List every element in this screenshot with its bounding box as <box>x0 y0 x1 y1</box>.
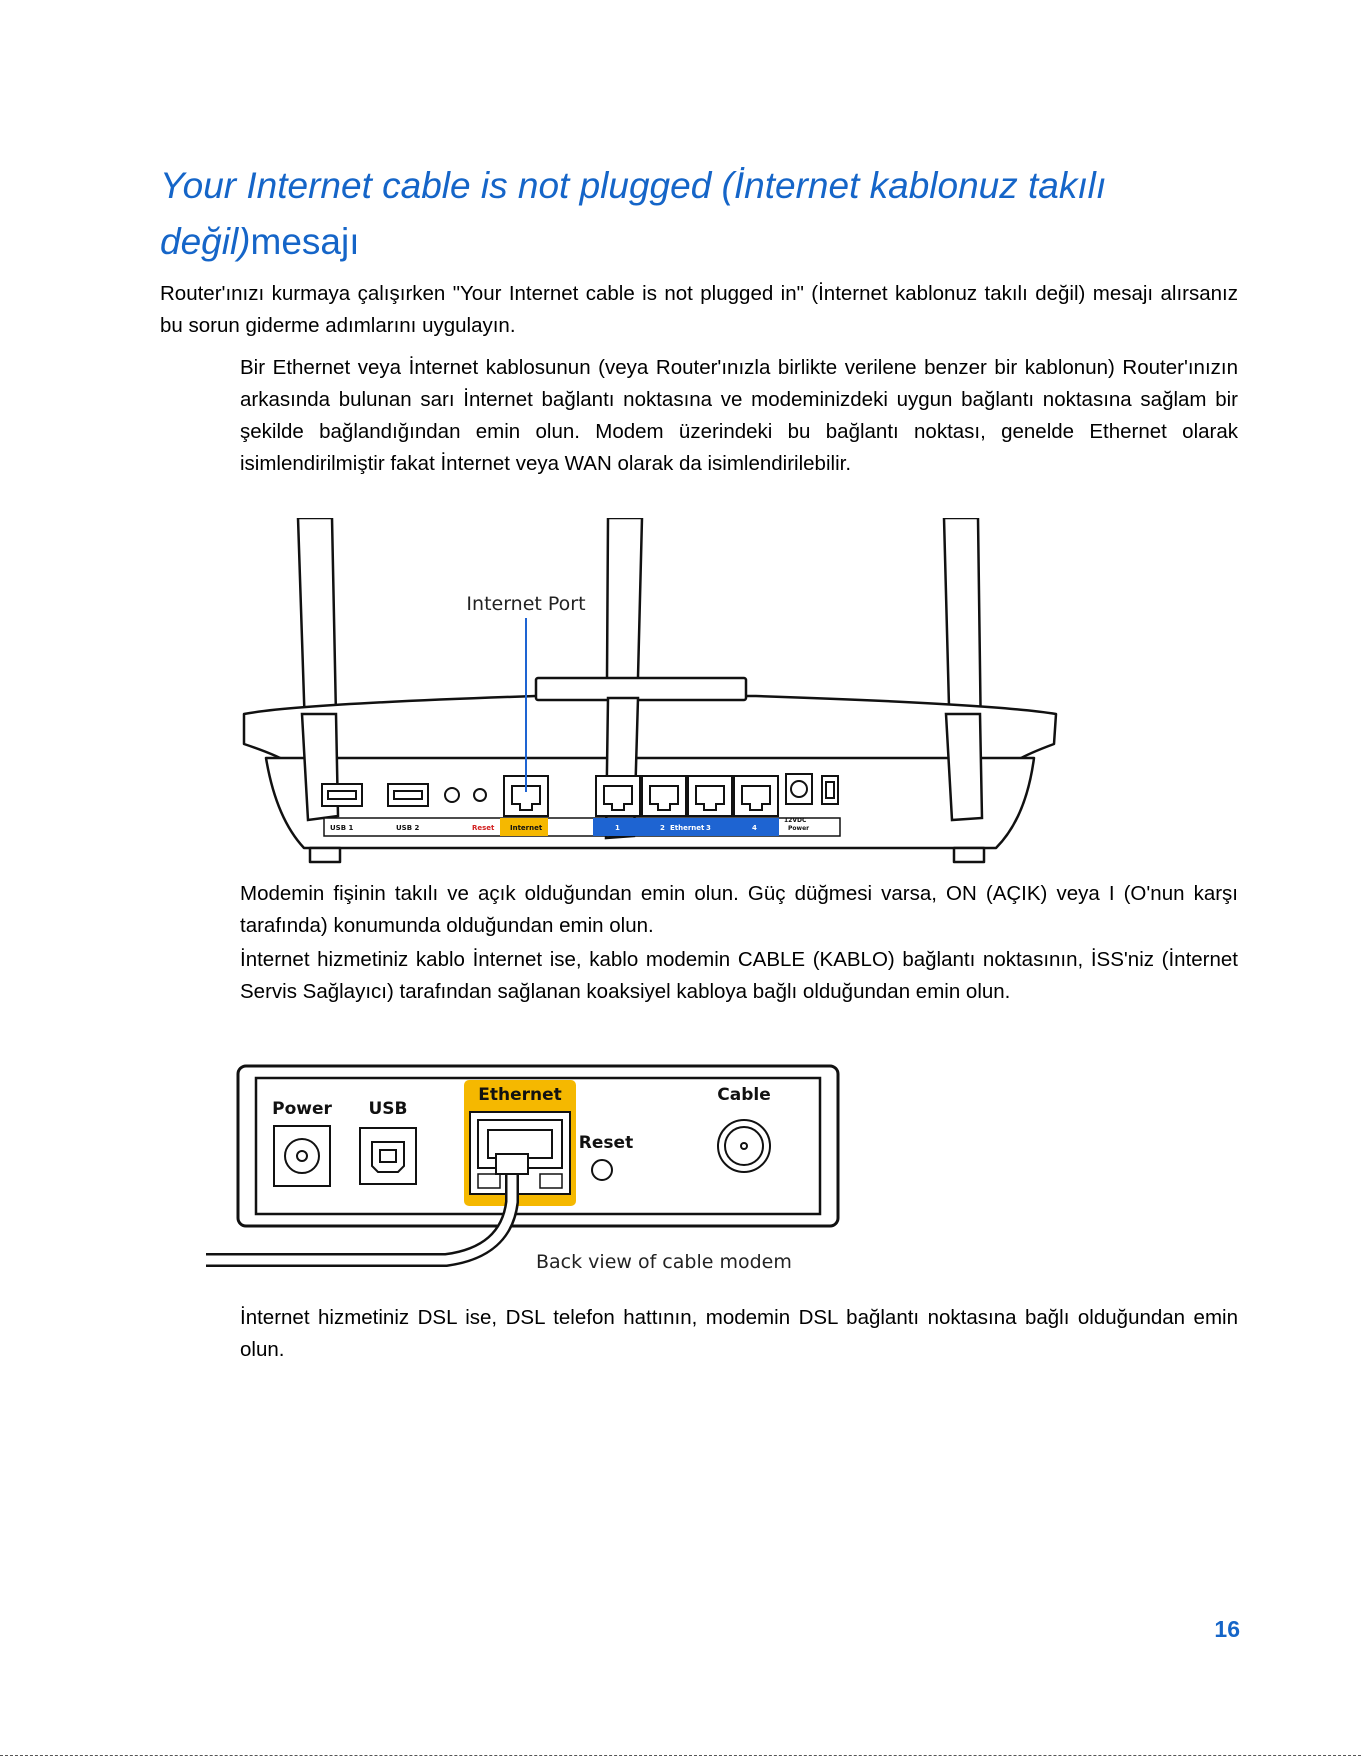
page-number: 16 <box>1214 1616 1240 1642</box>
page-bottom-rule <box>0 1755 1361 1756</box>
label-internet: Internet <box>510 824 543 832</box>
wps-button <box>445 788 459 802</box>
label-power-top: 12VDC <box>784 817 807 824</box>
label-eth2: 2 <box>660 824 665 832</box>
ethernet-ports <box>596 776 778 816</box>
label-reset: Reset <box>472 824 495 832</box>
modem-label-ethernet: Ethernet <box>478 1085 562 1105</box>
label-power-bottom: Power <box>788 825 810 832</box>
modem-reset-button <box>592 1160 612 1180</box>
modem-label-power: Power <box>272 1099 332 1119</box>
heading-italic: Your Internet cable is not plugged (İnternet kablonuz takılı değil) <box>160 165 1107 262</box>
step-check-cable-internet: İnternet hizmetiniz kablo İnternet ise, kablo modemin CABLE (KABLO) bağlantı noktasının, İSS'niz (İnternet Servis Sağlayıcı) tarafından sağlanan koaksiyel kabloya bağlı olduğundan emin olun. <box>240 948 1238 1003</box>
modem-back-illustration <box>206 1056 846 1286</box>
label-eth3: 3 <box>706 824 711 832</box>
label-usb2: USB 2 <box>396 824 420 832</box>
label-eth1: 1 <box>615 824 620 832</box>
label-eth4: 4 <box>752 824 757 832</box>
page-heading <box>160 158 1220 270</box>
step-check-cable: Bir Ethernet veya İnternet kablosunun (veya Router'ınızla birlikte verilene benzer bir kablonun) Router'ınızın arkasında bulunan sarı İnternet bağlantı noktasına ve modeminizdeki uygun bağlantı noktasına sağlam bir şekilde bağlandığından emin olun. Modem üzerindeki bu bağlantı noktası, genelde Ethernet olarak isimlendirilmiştir fakat İnternet veya WAN olarak da isimlendirilebilir. <box>240 356 1238 475</box>
intro-paragraph: Router'ınızı kurmaya çalışırken "Your Internet cable is not plugged in" (İnternet kablonuz takılı değil) mesajı alırsanız bu sorun giderme adımlarını uygulayın. <box>160 282 1238 337</box>
modem-label-cable: Cable <box>717 1085 771 1105</box>
label-usb1: USB 1 <box>330 824 354 832</box>
modem-caption: Back view of cable modem <box>536 1251 792 1273</box>
router-back-illustration <box>236 518 1066 870</box>
step-check-dsl: İnternet hizmetiniz DSL ise, DSL telefon hattının, modemin DSL bağlantı noktasına bağlı olduğundan emin olun. <box>240 1306 1238 1361</box>
label-ethernet: Ethernet <box>670 824 705 832</box>
modem-label-usb: USB <box>368 1099 408 1119</box>
callout-internet-port: Internet Port <box>466 593 586 615</box>
modem-label-reset: Reset <box>578 1133 634 1153</box>
step-check-modem-power: Modemin fişinin takılı ve açık olduğundan emin olun. Güç düğmesi varsa, ON (AÇIK) veya I (O'nun karşı tarafında) konumunda olduğundan emin olun. <box>240 882 1238 937</box>
heading-rest: mesajı <box>250 221 360 262</box>
reset-button <box>474 789 486 801</box>
